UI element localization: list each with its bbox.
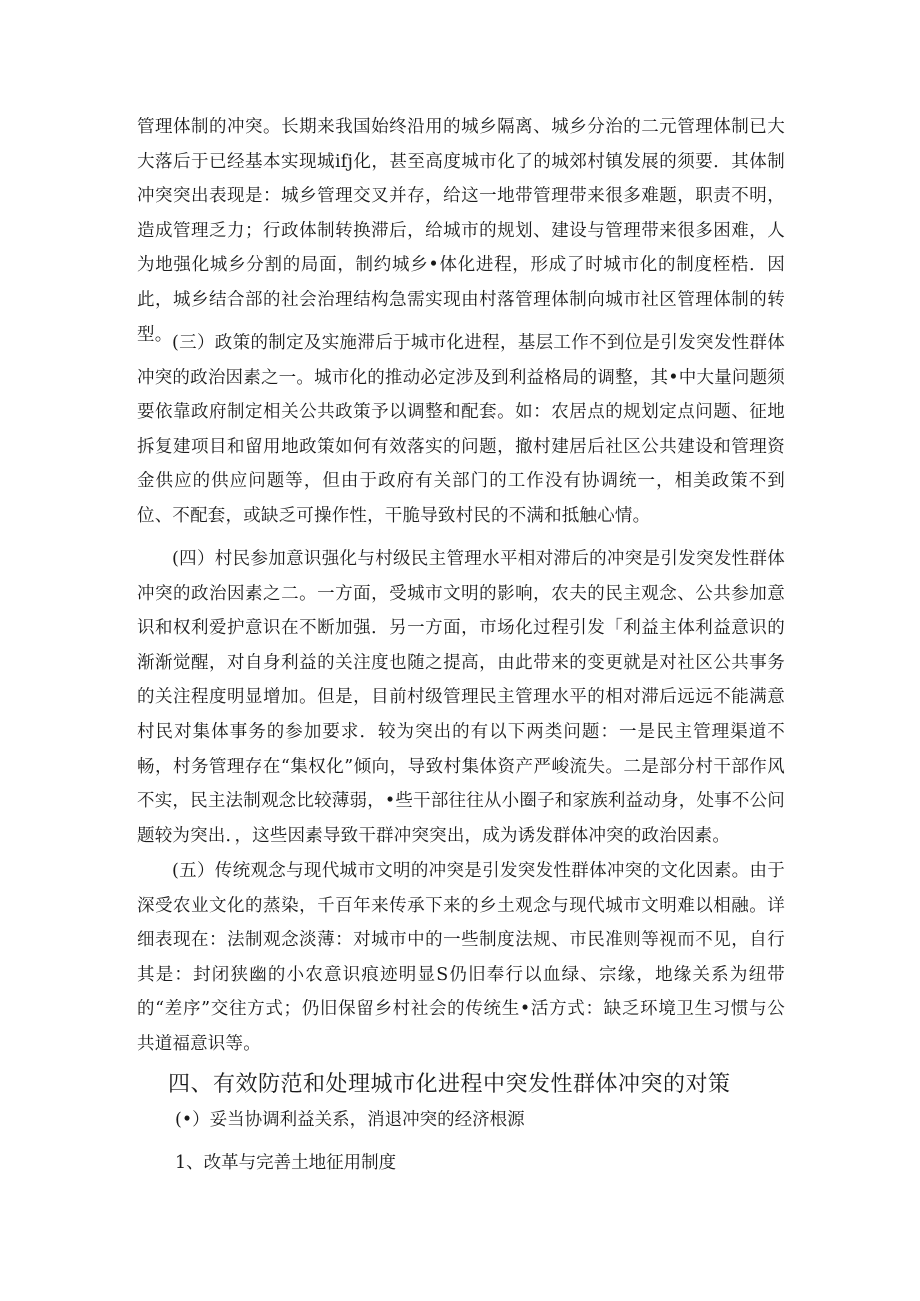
- paragraph-villager-participation: (四）村民参加意识强化与村级民主管理水平相对滞后的冲突是引发突发性群体冲突的政治因素之二。一方面，受城市文明的影响，农夫的民主观念、公共参加意识和权利爱护意识在不断加强．另一方面，市场化过程引发「利益主体利益意识的渐渐觉醒，对自身利益的关注度也随之提高，由此带来的变更就是对社区公共事务的关注程度明显增加。但是，目前村级管理民主管理水平的相对滞后远远不能满意村民对集体事务的参加要求．较为突出的有以下两类问题：一是民主管理渠道不畅，村务管理存在“集权化”倾向，导致村集体资产严峻流失。二是部分村干部作风不实，民主法制观念比较薄弱，•些干部往往从小圈子和家族利益动身，处事不公问题较为突出．，这些因素导致干群冲突突出，成为诱发群体冲突的政治因素。: [137, 549, 785, 846]
- paragraph-policy-lag: (三）政策的制定及实施滞后于城市化进程，基层工作不到位是引发突发性群体冲突的政治因素之一。城市化的推动必定涉及到利益格局的调整，其•中大量问题须要依靠政府制定相关公共政策予以调整和配套。如：农居点的规划定点问题、征地拆复建项目和留用地政策如何有效落实的问题，撤村建居后社区公共建设和管理资金供应的供应问题等，但由于政府有关部门的工作没有协调统一，相美政策不到位、不配套，或缺乏可操作性，干脆导致村民的不满和抵触心情。: [137, 333, 785, 526]
- subsection-heading: (•）妥当协调利益关系，消退冲突的经济根源: [175, 1110, 525, 1130]
- list-item-heading: 1、改革与完善土地征用制度: [175, 1153, 397, 1173]
- paragraph-traditional-concepts: (五）传统观念与现代城市文明的冲突是引发突发性群体冲突的文化因素。由于深受农业文化的蒸染，千百年来传承下来的乡土观念与现代城市文明难以相融。详细表现在：法制观念淡薄：对城市中的一些制度法规、市民准则等视而不见，自行其是：封闭狭幽的小农意识痕迹明显S仍旧奉行以血绿、宗缘，地缘关系为纽带的“差序”交往方式；仍旧保留乡村社会的传统生•活方式：缺乏环境卫生习惯与公共道福意识等。: [137, 861, 785, 1054]
- section-heading: 四、有效防范和处理城市化进程中突发性群体冲突的对策: [168, 1072, 731, 1097]
- paragraph-management-conflict: 管理体制的冲突。长期来我国始终沿用的城乡隔离、城乡分治的二元管理体制已大大落后于已经基本实现城ifj化，甚至高度城市化了的城郊村镇发展的须要．其体制冲突突出表现是：城乡管理交叉并存，给这一地带管理带来很多难题，职责不明，造成管理乏力；行政体制转换滞后，给城市的规划、建设与管理带来很多困难，人为地强化城乡分割的局面，制约城乡•体化进程，形成了时城市化的制度桎梏．因此，城乡结合部的社会治理结构急需实现由村落管理体制向城市社区管理体制的转型。: [137, 117, 785, 345]
